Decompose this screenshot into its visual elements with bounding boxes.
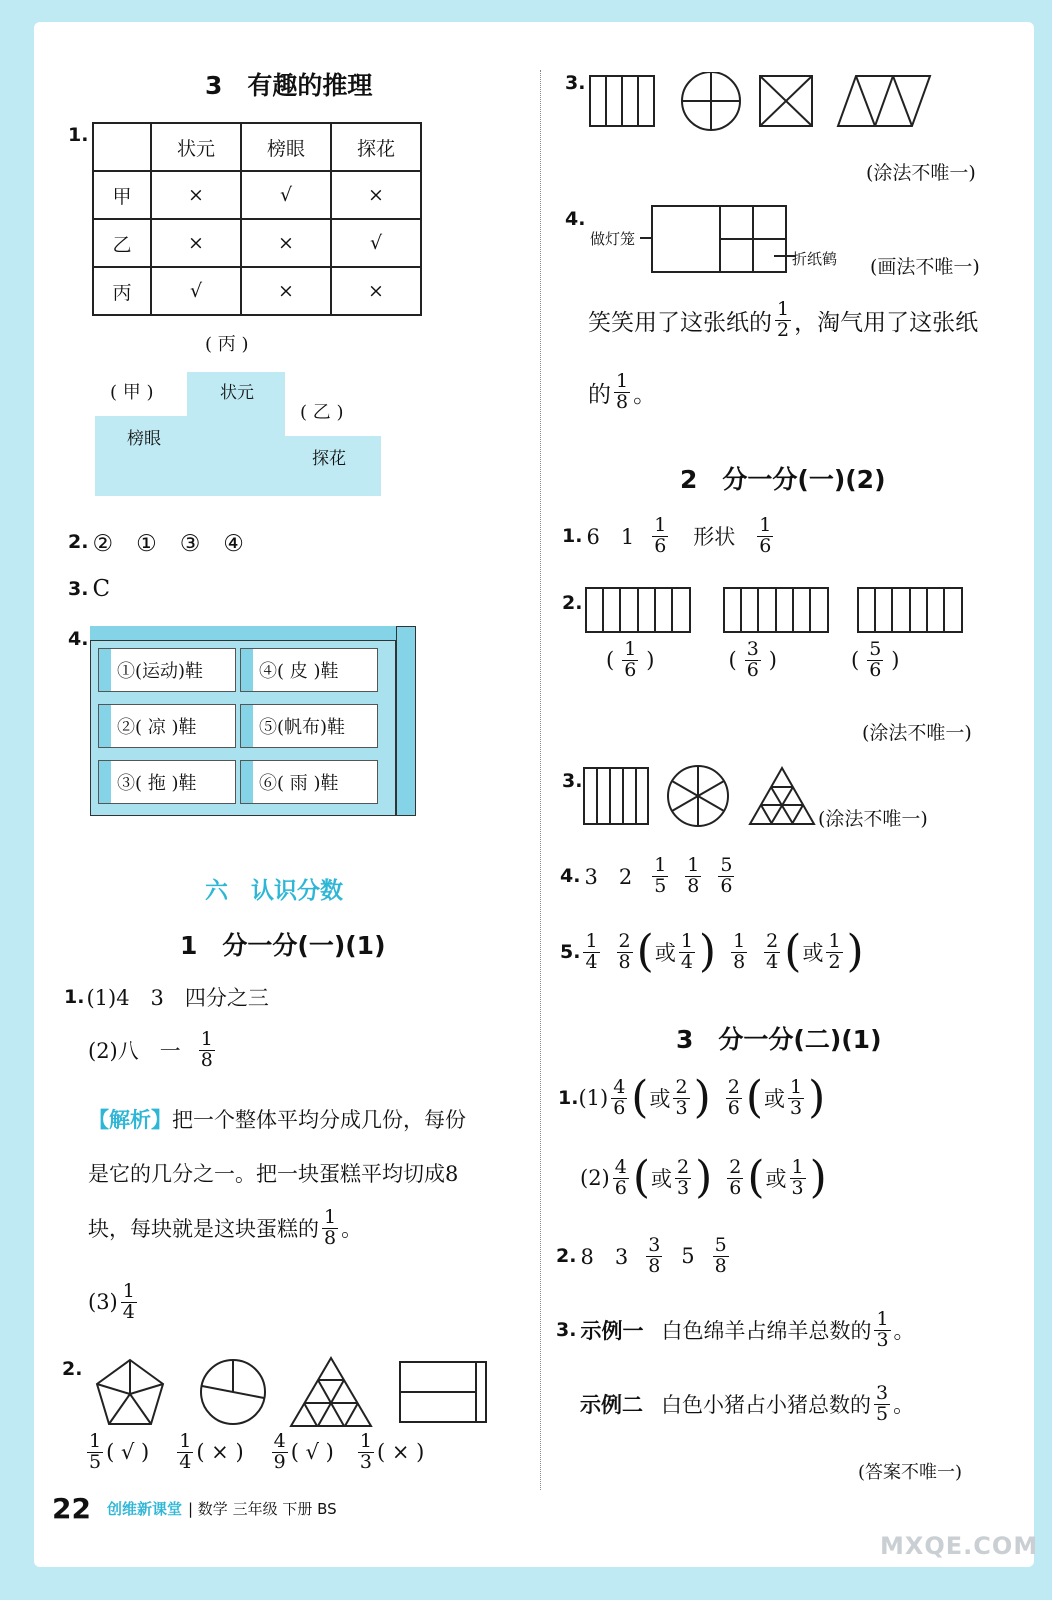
note: (答案不唯一) — [858, 1462, 963, 1483]
column-divider — [540, 70, 541, 1490]
table-cell: × — [331, 171, 421, 219]
fraction: $\frac{1}{2}$ — [777, 298, 790, 341]
fraction: $\frac{2}{6}$ — [727, 1075, 740, 1119]
analysis-text: 把一个整体平均分成几份，每份 — [172, 1108, 466, 1132]
answer-text: 8 3 — [580, 1245, 629, 1270]
table-cell: 乙 — [93, 219, 151, 267]
or-text: 或 — [651, 1167, 673, 1191]
fraction: $\frac{1}{3}$ — [791, 1155, 804, 1199]
answer-row — [560, 856, 737, 897]
question-number: 2. — [68, 530, 89, 553]
cross-mark: ( × ) — [376, 1440, 425, 1465]
or-text: 或 — [765, 1167, 787, 1191]
answer-text: (1) — [578, 1086, 609, 1110]
fraction: $\frac{1}{8}$ — [733, 929, 746, 973]
answer-text: 形状 — [693, 525, 736, 550]
analysis-text: 是它的几分之一。把一块蛋糕平均切成8 — [88, 1162, 459, 1186]
fraction: $\frac{1}{5}$ — [654, 854, 667, 897]
sentence — [588, 300, 978, 341]
question-number: 4. — [565, 208, 586, 230]
fraction: $\frac{3}{5}$ — [876, 1382, 889, 1425]
section-title: 3 分一分(二)(1) — [676, 1025, 882, 1054]
shelf-slot: ③( 拖 )鞋 — [98, 760, 236, 804]
section-title: 2 分一分(一)(2) — [680, 465, 886, 494]
question-number: 1. — [68, 124, 89, 146]
fraction: $\frac{1}{8}$ — [324, 1206, 337, 1249]
fraction: $\frac{1}{4}$ — [179, 1430, 192, 1473]
book-info: | 数学 三年级 下册 BS — [187, 1500, 337, 1518]
analysis-line — [88, 1104, 466, 1134]
fraction: $\frac{1}{8}$ — [200, 1028, 213, 1071]
fraction: $\frac{5}{6}$ — [869, 638, 882, 681]
shelf-slot: ⑤(帆布)鞋 — [240, 704, 378, 748]
podium-first-label: 状元 — [220, 383, 254, 403]
answer-text: C — [92, 576, 111, 602]
fraction: $\frac{1}{3}$ — [359, 1430, 372, 1473]
fraction: $\frac{1}{4}$ — [585, 929, 598, 973]
answer-text: (1)4 3 四分之三 — [86, 986, 269, 1010]
table-cell: × — [241, 219, 331, 267]
answer-row — [556, 1236, 732, 1277]
section-title: 1 分一分(一)(1) — [180, 931, 386, 960]
example-text: 白色小猪占小猪总数的 — [661, 1393, 871, 1418]
fraction: $\frac{1}{6}$ — [624, 638, 637, 681]
note: (涂法不唯一) — [866, 162, 976, 184]
example-row: 示例二 白色小猪占小猪总数的 $\frac{3}{5}$ 。 — [580, 1382, 915, 1425]
table-cell — [93, 123, 151, 171]
question-number: 5. — [560, 941, 581, 963]
table-cell: √ — [331, 219, 421, 267]
check-mark: ( √ ) — [106, 1440, 150, 1465]
fraction: $\frac{2}{3}$ — [677, 1155, 690, 1199]
question-number: 3. — [68, 578, 89, 600]
analysis-tag: 【解析】 — [88, 1107, 172, 1132]
answer-text: (2) — [580, 1166, 610, 1190]
podium-third-name: ( 乙 ) — [300, 402, 344, 423]
crane-label: 折纸鹤 — [792, 250, 838, 268]
sentence-text: ，淘气用了这张纸 — [794, 309, 979, 336]
fraction: $\frac{1}{6}$ — [654, 514, 667, 557]
fraction: $\frac{1}{4}$ — [680, 929, 693, 973]
footer — [52, 1492, 337, 1525]
example-tag: 示例二 — [580, 1393, 643, 1418]
reasoning-table — [92, 122, 422, 316]
analysis-line: 块，每块就是这块蛋糕的 $\frac{1}{8}$ 。 — [88, 1206, 363, 1249]
note: (涂法不唯一) — [862, 722, 972, 744]
shelf-slot: ①(运动)鞋 — [98, 648, 236, 692]
fraction: $\frac{2}{4}$ — [766, 929, 779, 973]
fraction: $\frac{2}{3}$ — [675, 1075, 688, 1119]
fraction: $\frac{1}{5}$ — [89, 1430, 102, 1473]
shape-figures — [588, 72, 938, 132]
fraction: $\frac{1}{3}$ — [876, 1308, 889, 1351]
shelf-slot: ⑥( 雨 )鞋 — [240, 760, 378, 804]
shape-figures — [582, 764, 822, 828]
fraction: $\frac{3}{8}$ — [648, 1234, 661, 1277]
fraction: $\frac{1}{2}$ — [828, 929, 841, 973]
sentence-text: 的 — [588, 381, 611, 408]
or-text: 或 — [802, 941, 824, 965]
podium-third-label: 探花 — [312, 449, 346, 469]
fraction: $\frac{3}{6}$ — [746, 638, 759, 681]
note: (画法不唯一) — [870, 256, 980, 278]
table-cell: × — [151, 171, 241, 219]
lantern-label: 做灯笼 — [590, 230, 636, 248]
table-cell: × — [241, 267, 331, 315]
sentence-text: 。 — [633, 381, 657, 408]
example-tag: 示例一 — [580, 1319, 644, 1344]
answer-text: ② ① ③ ④ — [92, 531, 244, 557]
sentence — [588, 372, 656, 413]
answer-text: (3) — [88, 1290, 118, 1315]
question-number: 1. — [558, 1087, 579, 1109]
question-number: 2. — [562, 592, 583, 614]
fraction: $\frac{4}{9}$ — [273, 1430, 286, 1473]
table-cell: √ — [151, 267, 241, 315]
shoe-shelf — [90, 626, 416, 816]
fraction: $\frac{4}{6}$ — [614, 1155, 627, 1199]
table-cell: 探花 — [331, 123, 421, 171]
check-mark: ( √ ) — [290, 1440, 334, 1465]
table-cell: × — [151, 219, 241, 267]
fraction: $\frac{1}{4}$ — [122, 1280, 135, 1323]
fraction: $\frac{1}{6}$ — [759, 514, 772, 557]
or-text: 或 — [654, 941, 676, 965]
answer-text: 6 1 — [586, 525, 635, 550]
table-cell: × — [331, 267, 421, 315]
answer-row — [68, 576, 110, 602]
example-row: 3. 示例一 白色绵羊占绵羊总数的 $\frac{1}{3}$ 。 — [556, 1308, 915, 1351]
answer-row — [68, 525, 244, 558]
shelf-slot: ②( 凉 )鞋 — [98, 704, 236, 748]
fraction: $\frac{1}{8}$ — [616, 370, 629, 413]
answer-row — [64, 982, 269, 1012]
answer-text: 3 2 — [584, 865, 633, 890]
fraction: $\frac{5}{6}$ — [720, 854, 733, 897]
answer-row: 1. (1) $\frac{4}{6}$ ( 或 $\frac{2}{3}$ ) $\frac{2}{6}$ ( 或 $\frac{1}{3}$ ) — [558, 1072, 826, 1123]
section-title: 3 有趣的推理 — [205, 71, 373, 100]
fraction: $\frac{2}{8}$ — [618, 929, 631, 973]
shape-figures — [90, 1352, 510, 1432]
unit-title: 六 认识分数 — [205, 878, 343, 904]
fraction: $\frac{2}{6}$ — [729, 1155, 742, 1199]
or-text: 或 — [764, 1087, 785, 1111]
paper-diagram — [640, 204, 800, 276]
answer-row — [84, 1432, 424, 1473]
podium-winner: ( 丙 ) — [205, 334, 249, 355]
table-cell: 榜眼 — [241, 123, 331, 171]
question-number: 3. — [556, 1319, 577, 1342]
answer-text: 5 — [681, 1244, 695, 1269]
fraction: $\frac{4}{6}$ — [613, 1075, 626, 1119]
shelf-slot: ④( 皮 )鞋 — [240, 648, 378, 692]
cross-mark: ( × ) — [196, 1440, 244, 1465]
fraction: $\frac{1}{8}$ — [687, 854, 700, 897]
question-number: 3. — [562, 770, 583, 792]
table-cell: 状元 — [151, 123, 241, 171]
question-number: 2. — [556, 1245, 577, 1268]
watermark: MXQE.COM — [880, 1532, 1039, 1560]
fraction: $\frac{5}{8}$ — [714, 1234, 727, 1277]
table-cell: √ — [241, 171, 331, 219]
analysis-text: 块，每块就是这块蛋糕的 — [88, 1217, 319, 1242]
sentence-text: 笑笑用了这张纸的 — [588, 309, 772, 336]
answer-row: (2) $\frac{4}{6}$ ( 或 $\frac{2}{3}$ ) $\frac{2}{6}$ ( 或 $\frac{1}{3}$ ) — [580, 1152, 827, 1203]
question-number: 1. — [562, 525, 583, 548]
page-number: 22 — [52, 1492, 91, 1525]
table-cell: 丙 — [93, 267, 151, 315]
question-number: 3. — [565, 72, 586, 94]
question-number: 2. — [62, 1358, 83, 1380]
answer-text: (2)八 一 — [88, 1039, 181, 1064]
strip-figures — [584, 586, 974, 636]
answer-row: 5. $\frac{1}{4}$ $\frac{2}{8}$ ( 或 $\frac{1}{4}$ ) $\frac{1}{8}$ $\frac{2}{4}$ ( 或 $\frac{1}{2}$ ) — [560, 926, 864, 977]
question-number: 4. — [560, 865, 581, 888]
or-text: 或 — [649, 1087, 671, 1111]
question-number: 4. — [68, 628, 89, 650]
answer-row: ( $\frac{1}{6}$ ) ( $\frac{3}{6}$ ) ( $\frac{5}{6}$ ) — [606, 638, 900, 681]
table-cell: 甲 — [93, 171, 151, 219]
note: (涂法不唯一) — [818, 808, 928, 830]
brand-name: 创维新课堂 — [106, 1500, 182, 1518]
fraction: $\frac{1}{3}$ — [790, 1075, 803, 1119]
answer-row — [562, 516, 776, 557]
podium-second-label: 榜眼 — [127, 429, 161, 449]
podium-second-name: ( 甲 ) — [110, 382, 154, 403]
answer-row — [88, 1030, 218, 1071]
example-text: 白色绵羊占绵羊总数的 — [661, 1319, 872, 1344]
question-number: 1. — [64, 986, 85, 1008]
answer-row — [88, 1282, 140, 1323]
